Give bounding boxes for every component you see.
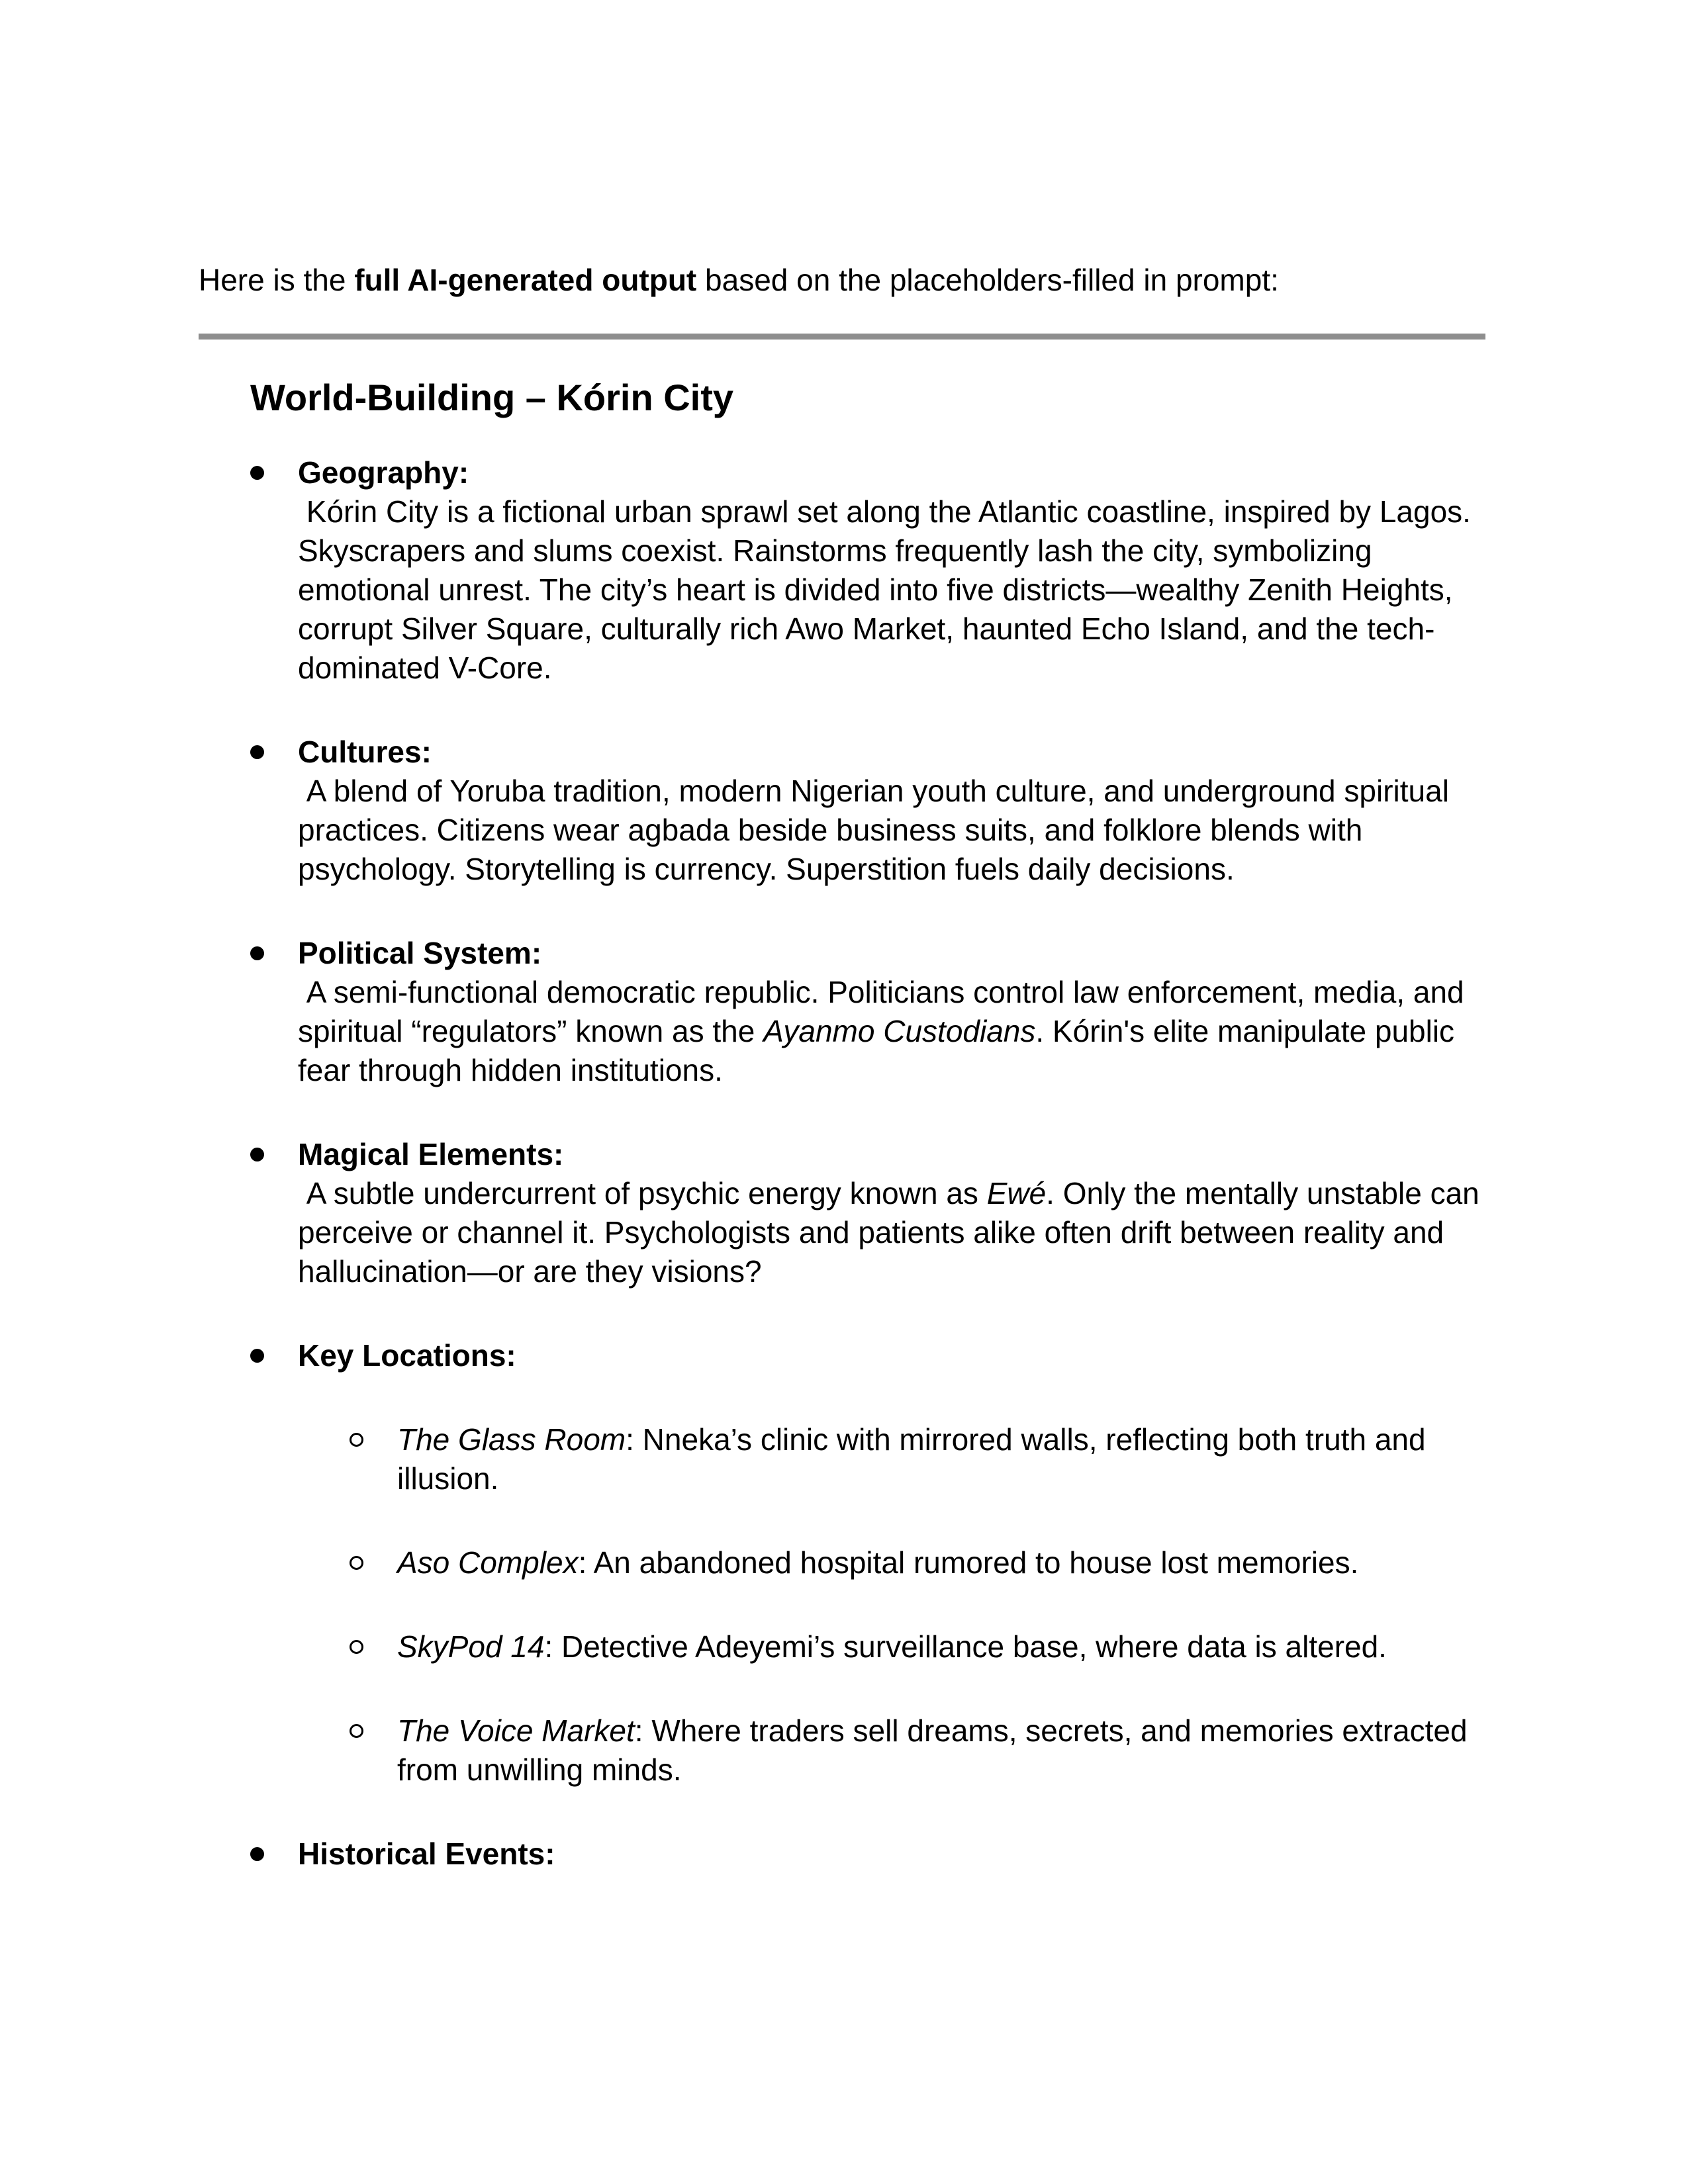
bullet-item-key-locations xyxy=(199,1336,1489,1790)
location-entry xyxy=(397,1627,1489,1666)
document-content xyxy=(199,374,1489,1874)
location-desc: : Where traders sell dreams, secrets, and memories extracted from unwilling minds. xyxy=(397,1713,1476,1787)
location-desc: : Detective Adeyemi’s surveillance base, where data is altered. xyxy=(544,1629,1387,1664)
intro-text-post: based on the placeholders-filled in prompt: xyxy=(696,263,1279,297)
location-name: Aso Complex xyxy=(397,1545,579,1580)
bullet-list xyxy=(199,453,1489,1874)
section-divider xyxy=(199,334,1485,340)
bullet-circle-icon xyxy=(350,1724,363,1738)
location-desc: : An abandoned hospital rumored to house lost memories. xyxy=(578,1545,1359,1580)
page-title: World-Building – Kórin City xyxy=(250,377,734,418)
section-body-text: A subtle undercurrent of psychic energy known as xyxy=(298,1176,987,1210)
section-body xyxy=(298,973,1489,1090)
intro-text-pre: Here is the xyxy=(199,263,355,297)
section-label: Key Locations: xyxy=(298,1338,516,1373)
bullet-disc-icon xyxy=(250,466,264,480)
sub-bullet-item-glass-room xyxy=(298,1420,1489,1498)
location-name: SkyPod 14 xyxy=(397,1629,545,1664)
section-body: A blend of Yoruba tradition, modern Nigerian youth culture, and underground spiritual practices. Citizens wear agbada beside business suits, and folklore blends with psychology. Storytelling is currency. Superstition fuels daily decisions. xyxy=(298,774,1458,886)
sub-bullet-item-aso-complex xyxy=(298,1543,1489,1582)
section-body-text: A semi-functional democratic republic. Politicians control law enforcement, media, and spiritual “regulators” known as the xyxy=(298,975,1473,1048)
bullet-disc-icon xyxy=(250,745,264,759)
bullet-circle-icon xyxy=(350,1640,363,1654)
section-body xyxy=(298,1174,1489,1291)
bullet-item-cultures xyxy=(199,733,1489,889)
bullet-disc-icon xyxy=(250,1148,264,1161)
bullet-item-historical-events xyxy=(199,1835,1489,1874)
intro-text-bold: full AI-generated output xyxy=(354,263,697,297)
intro-paragraph xyxy=(199,261,1523,300)
bullet-disc-icon xyxy=(250,1349,264,1363)
sub-bullet-item-skypod-14 xyxy=(298,1627,1489,1666)
section-label: Political System: xyxy=(298,936,542,970)
location-name: The Glass Room xyxy=(397,1422,626,1457)
location-desc: : Nneka’s clinic with mirrored walls, reflecting both truth and illusion. xyxy=(397,1422,1434,1496)
bullet-item-geography xyxy=(199,453,1489,688)
location-entry xyxy=(397,1711,1489,1790)
section-label: Geography: xyxy=(298,455,469,490)
location-entry xyxy=(397,1543,1489,1582)
bullet-disc-icon xyxy=(250,1847,264,1861)
bullet-circle-icon xyxy=(350,1556,363,1570)
section-label: Historical Events: xyxy=(298,1837,555,1871)
section-body-italic: Ayanmo Custodians xyxy=(763,1014,1036,1048)
bullet-item-magical-elements xyxy=(199,1135,1489,1291)
sub-bullet-item-voice-market xyxy=(298,1711,1489,1790)
section-body-italic: Ewé xyxy=(986,1176,1047,1210)
section-body-text: . Only the mentally unstable can perceive or channel it. Psychologists and patients alike often drift between reality and hallucination—or are they visions? xyxy=(298,1176,1488,1289)
bullet-circle-icon xyxy=(350,1433,363,1447)
bullet-disc-icon xyxy=(250,946,264,960)
bullet-item-political-system xyxy=(199,934,1489,1090)
sub-bullet-list xyxy=(298,1420,1489,1790)
section-label: Cultures: xyxy=(298,735,432,769)
location-name: The Voice Market xyxy=(397,1713,635,1748)
section-body: Kórin City is a fictional urban sprawl set along the Atlantic coastline, inspired by Lagos. Skyscrapers and slums coexist. Rainstorms frequently lash the city, symbolizing emotional unrest. The city’s heart is divided into five districts—wealthy Zenith Heights, corrupt Silver Square, culturally rich Awo Market, haunted Echo Island, and the tech-dominated V-Core. xyxy=(298,494,1479,685)
section-label: Magical Elements: xyxy=(298,1137,564,1171)
location-entry xyxy=(397,1420,1489,1498)
section-body-text: . Kórin's elite manipulate public fear through hidden institutions. xyxy=(298,1014,1463,1087)
